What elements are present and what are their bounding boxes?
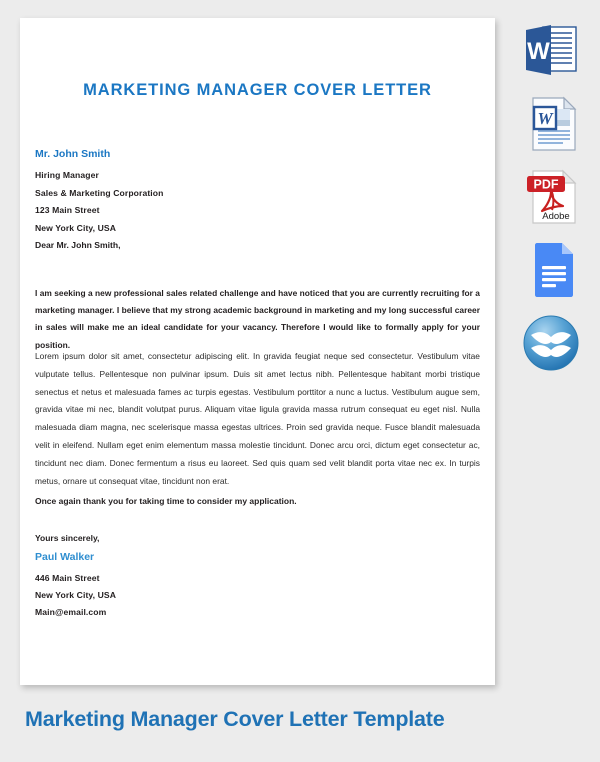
svg-text:PDF: PDF — [533, 177, 559, 192]
salutation: Dear Mr. John Smith, — [35, 240, 121, 250]
recipient-address-block — [35, 148, 335, 240]
sender-line: Main@email.com — [35, 607, 107, 617]
google-docs-icon[interactable] — [518, 237, 584, 303]
openoffice-icon[interactable] — [518, 310, 584, 376]
recipient-line: Hiring Manager — [35, 170, 99, 180]
recipient-line: New York City, USA — [35, 222, 117, 233]
template-caption: Marketing Manager Cover Letter Template — [25, 707, 445, 731]
sender-line: 446 Main Street — [35, 573, 100, 583]
closing-note: Once again thank you for taking time to consider my application. — [35, 496, 297, 506]
recipient-line: 123 Main Street — [35, 205, 100, 215]
svg-text:Adobe: Adobe — [542, 211, 570, 222]
page-title: MARKETING MANAGER COVER LETTER — [83, 81, 432, 99]
sender-address-block — [35, 573, 335, 624]
document-page — [20, 18, 495, 685]
svg-text:W: W — [527, 38, 550, 65]
svg-text:W: W — [537, 109, 553, 128]
recipient-line: Sales & Marketing Corporation — [35, 187, 164, 198]
body-paragraph-2: Lorem ipsum dolor sit amet, consectetur adipiscing elit. In gravida feugiat neque sed consectetur. Vestibulum vitae vulputate tellus. Pellentesque non pulvinar ipsum. Duis sit amet lectus nibh. Pellentesque habitant morbi tristique senectus et netus et malesuada fames ac turpis egestas. Vestibulum porttitor a nunc a luctus. Vestibulum augue sem, gravida vitae mi nec, blandit volutpat purus. Aliquam vitae ligula gravida massa rutrum consequat eu eget nisl. Nulla malesuada diam magna, nec scelerisque massa egestas ultrices. Proin sed gravida neque. Fusce blandit malesuada velit in eleifend. Nullam eget enim elementum massa molestie tincidunt. Donec arcu orci, dictum eget consectetur ac, tincidunt nec diam. Donec fermentum a risus eu laoreet. Sed quis quam sed velit blandit porta vitae nec ex. In turpis metus, ornare ut consequat vitae, tincidunt non erat. — [35, 351, 480, 486]
sender-name: Paul Walker — [35, 551, 95, 563]
body-paragraph-1: I am seeking a new professional sales related challenge and have noticed that you are currently recruiting for a marketing manager. I believe that my strong academic background in marketing and my long successful career in sales will make me an ideal candidate for your vacancy. Therefore I would like to formally apply for your position. — [35, 288, 480, 350]
microsoft-word-doc-icon[interactable] — [518, 91, 584, 157]
adobe-pdf-icon[interactable] — [518, 164, 584, 230]
sender-line: New York City, USA — [35, 590, 117, 600]
signoff: Yours sincerely, — [35, 533, 100, 543]
recipient-name: Mr. John Smith — [35, 148, 111, 160]
microsoft-word-docx-icon[interactable] — [518, 18, 584, 84]
download-format-rail — [518, 18, 588, 383]
